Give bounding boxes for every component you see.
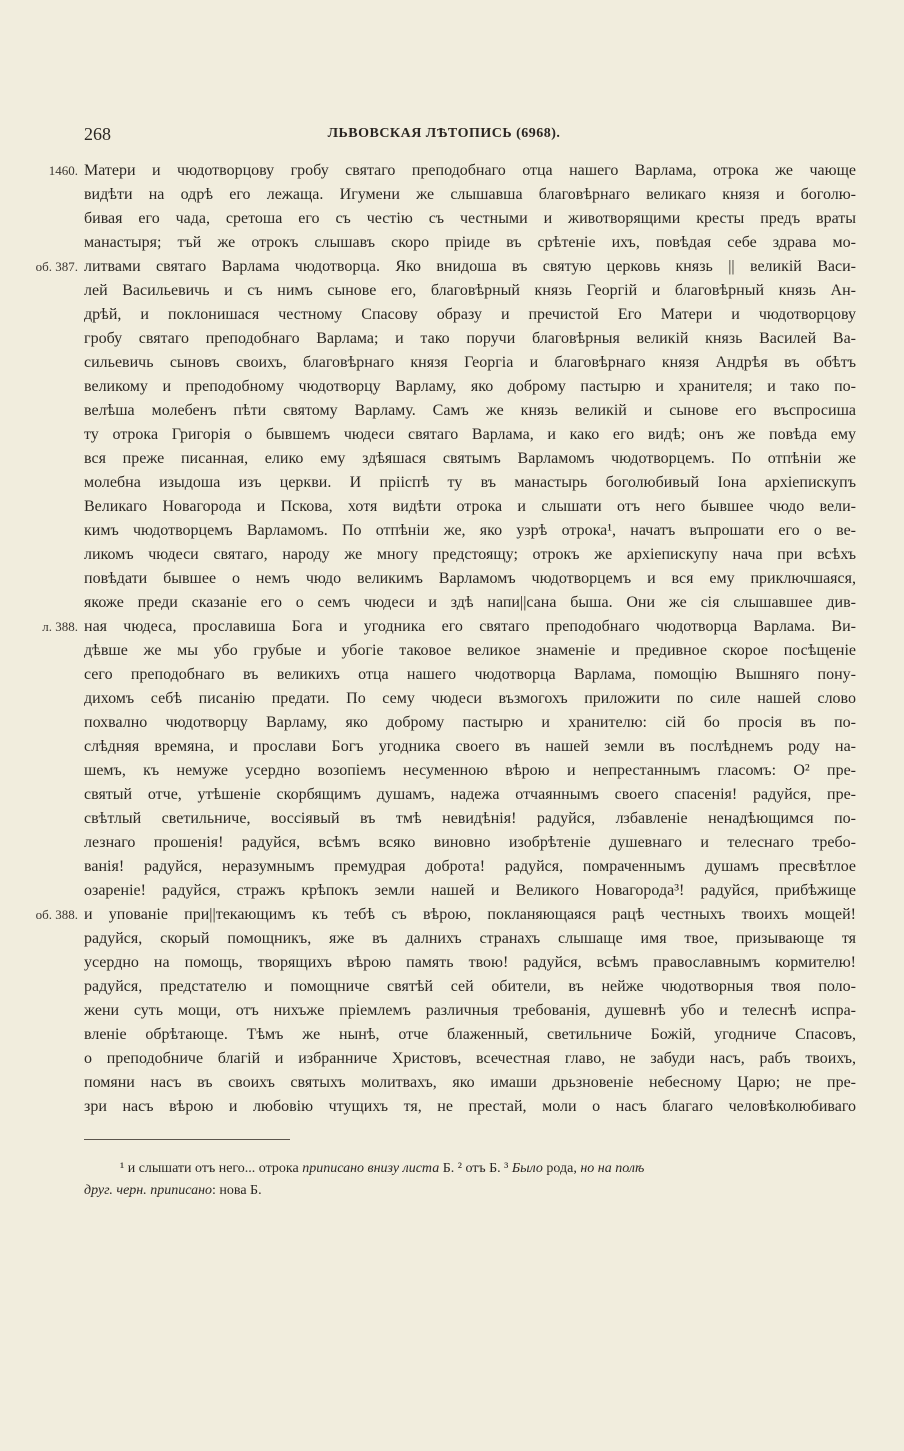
footnote-text: рода, (542, 1161, 581, 1176)
text-line: молебна изыдоша изъ церкви. И прііспѣ ту въ манастырь боголюбивый Іона архіепискупъ (84, 474, 856, 491)
text-line: Матери и чюдотворцову гробу святаго преподобнаго отца нашего Варлама, отрока же чающе (84, 162, 856, 179)
text-line: дрѣй, и поклонишася честному Спасову образу и пречистой Его Матери и чюдотворцову (84, 306, 856, 323)
text-line: манастыря; тъй же отрокъ слышавъ скоро пріиде въ срѣтеніе ихъ, повѣдая себе здрава мо- (84, 234, 856, 251)
text-line: гробу святаго преподобнаго Варлама; и тако поручи благовѣрныя великій князь Василей Ва- (84, 330, 856, 347)
footnote-italic: приписано внизу листа (302, 1161, 440, 1176)
text-line: Великаго Новагорода и Пскова, хотя видѣти отрока и слышати отъ него бывшее чюдо вели- (84, 498, 856, 515)
text-line: помяни насъ въ своихъ святыхъ молитвахъ, яко имаши дрьзновеніе небесному Царю; не пре- (84, 1074, 856, 1091)
text-line: вся преже писанная, елико ему здѣяшася святымъ Варламомъ чюдотворцемъ. По отпѣніи же (84, 450, 856, 467)
footnote-italic: но на полѣ (580, 1161, 645, 1176)
text-line: вленіе обрѣтающе. Тѣмъ же нынѣ, отче блаженный, светильниче Божій, угодниче Спасовъ, (84, 1026, 856, 1043)
page-header (84, 124, 804, 148)
margin-note: об. 387. (35, 259, 78, 274)
footnote-text: : нова Б. (212, 1183, 262, 1198)
text-line: великому и преподобному чюдотворцу Варламу, яко доброму пастырю и хранителя; и тако по- (84, 378, 856, 395)
text-line: похвално чюдотворцу Варламу, яко доброму пастырю и хранителю: сій бо просія въ по- (84, 714, 856, 731)
text-line: зри насъ вѣрою и любовію чтущихъ тя, не престай, моли о насъ благаго человѣколюбиваго (84, 1098, 856, 1115)
text-line: велѣша молебенъ пѣти святому Варламу. Самъ же князь великій и сынове его въспросиша (84, 402, 856, 419)
text-line: бивая его чада, сретоша его съ честію съ честными и животворящими кресты предъ враты (84, 210, 856, 227)
margin-note: об. 388. (35, 907, 78, 922)
text-line: ту отрока Григорія о бывшемъ чюдеси святаго Варлама, и како его видѣ; онъ же повѣда ему (84, 426, 856, 443)
text-line: повѣдати бывшее о немъ чюдо великимъ Варламомъ чюдотворцемъ и вся ему приключшаяся, (84, 570, 856, 587)
footnote-divider (84, 1139, 290, 1140)
text-line: литвами святаго Варлама чюдотворца. Яко внидоша въ святую церковь князь || великій Васи- (84, 258, 856, 275)
footnote-italic: друг. черн. приписано (84, 1183, 213, 1198)
text-line: сильевичь сыновъ своихъ, благовѣрнаго князя Георгіа и благовѣрнаго князя Андрѣя въ обѣтъ (84, 354, 856, 371)
text-line: ная чюдеса, прославиша Бога и угодника его святаго преподобнаго чюдотворца Варлама. Ви- (84, 618, 856, 635)
page-number: 268 (84, 124, 111, 144)
text-line: о преподобниче благій и избранниче Христовъ, всечестная главо, не забуди насъ, рабъ твоихъ, (84, 1050, 856, 1067)
text-line: кимъ чюдотворцемъ Варламомъ. По отпѣніи же, яко узрѣ отрока¹, начатъ въпрошати его о ве- (84, 522, 856, 539)
footnote-line-2 (84, 1180, 856, 1202)
text-line: ликомъ чюдеси святаго, народу же многу предстоящу; отрокъ же архіепискупу нача при всѣхъ (84, 546, 856, 563)
text-line: шемъ, къ немуже усердно возопіемъ несуменною вѣрою и непрестаннымъ гласомъ: О² пре- (84, 762, 856, 779)
text-line: святый отче, утѣшеніе скорбящимъ душамъ, надежа отчаяннымъ своего спасенія! радуйся, пре- (84, 786, 856, 803)
text-line: свѣтлый светильниче, воссіявый въ тмѣ невидѣнія! радуйся, лзбавленіе ненадѣющимся по- (84, 810, 856, 827)
footnote-line-1 (84, 1158, 856, 1180)
text-line: слѣдняя времяна, и прослави Богъ угодника своего въ нашей земли въ послѣднемъ роду на- (84, 738, 856, 755)
text-line: радуйся, скорый помощникъ, яже въ далнихъ странахъ слышаще имя твое, призывающе тя (84, 930, 856, 947)
footnote-italic: Было (511, 1161, 543, 1176)
text-line: озареніе! радуйся, стражъ крѣпокъ земли нашей и Великого Новагорода³! радуйся, прибѣжище (84, 882, 856, 899)
main-text (84, 159, 856, 1119)
footnotes (84, 1158, 856, 1202)
text-line: радуйся, предстателю и помощниче святѣй сей обители, въ нейже чюдотворныя твоя поло- (84, 978, 856, 995)
text-line: лей Васильевичь и съ нимъ сынове его, благовѣрный князь Георгій и благовѣрный князь Ан- (84, 282, 856, 299)
text-line: якоже преди сказаніе его о семъ чюдеси и здѣ напи||сана быша. Они же сія слышавшее див- (84, 594, 856, 611)
text-line: видѣти на одрѣ его лежаща. Игумени же слышавша благовѣрнаго великаго князя и боголю- (84, 186, 856, 203)
running-title: ЛЬВОВСКАЯ ЛѢТОПИСЬ (6968). (327, 126, 561, 141)
margin-note: л. 388. (42, 619, 78, 634)
text-line: жени суть мощи, отъ нихъже пріемлемъ различныя требованія, душевнѣ убо и телеснѣ испра- (84, 1002, 856, 1019)
text-line: и упованіе при||текающимъ къ тебѣ съ вѣрою, покланяющаяся рацѣ честныхъ твоихъ мощей! (84, 906, 856, 923)
footnote-text: Б. ² отъ Б. ³ (439, 1161, 512, 1176)
text-line: дихомъ себѣ писанію предати. По сему чюдеси възмогохъ приложити по силе нашей слово (84, 690, 856, 707)
text-line: лезнаго прошенія! радуйся, всѣмъ всяко виновно изобрѣтеніе душевнаго и телеснаго требо- (84, 834, 856, 851)
text-line: дѣвше же мы убо грубые и убогіе таковое великое знаменіе и предивное скорое посѣщеніе (84, 642, 856, 659)
text-line: ванія! радуйся, неразумнымъ премудрая доброта! радуйся, помраченнымъ душамъ пресвѣтлое (84, 858, 856, 875)
margin-note: 1460. (48, 163, 78, 178)
text-line: сего преподобнаго въ великихъ отца нашего чюдотворца Варлама, помощію Вышняго пону- (84, 666, 856, 683)
footnote-text: ¹ и слышати отъ него... отрока (120, 1161, 303, 1176)
text-line: усердно на помощь, творящихъ вѣрою память твою! радуйся, всѣмъ православнымъ кормителю! (84, 954, 856, 971)
